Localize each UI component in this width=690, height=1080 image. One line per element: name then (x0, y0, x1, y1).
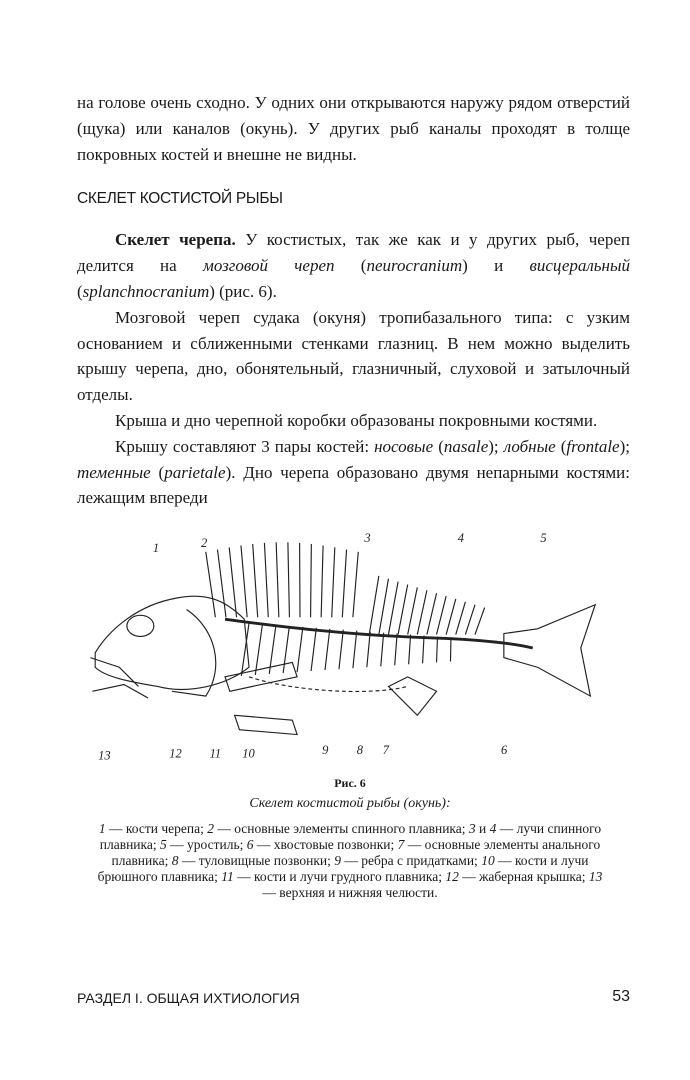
body-text (77, 227, 630, 511)
dorsal-spine (332, 548, 335, 618)
fish-skeleton-drawing (90, 542, 595, 734)
dorsal-spine (253, 544, 258, 617)
legend-text: — основные элементы анального плавника; (111, 837, 601, 869)
ribs (241, 623, 451, 676)
figure-label-11: 11 (209, 746, 222, 761)
dorsal-spine (288, 542, 290, 617)
dorsal-spine (218, 550, 226, 618)
dorsal-spine (353, 552, 358, 617)
dorsal-ray (379, 579, 389, 635)
legend-number: 8 (171, 853, 179, 869)
rib (311, 628, 316, 671)
legend-number: 13 (588, 869, 603, 885)
figure-subtitle: Скелет костистой рыбы (окунь): (249, 796, 451, 812)
legend-number: 4 (489, 821, 497, 837)
rib (409, 635, 411, 665)
paragraph-roof: Крыша и дно черепной коробки образованы покровными костями. (115, 410, 598, 430)
page-number: 53 (612, 988, 630, 1005)
pelvic-fin (235, 715, 298, 734)
legend-number: 12 (445, 869, 459, 885)
rib (297, 627, 303, 672)
figure-number: Рис. 6 (334, 776, 366, 791)
skull-outline (95, 596, 249, 689)
figure-label-9: 9 (322, 742, 329, 757)
legend-number: 6 (246, 837, 254, 853)
legend-number: 7 (397, 837, 405, 853)
figure-label-12: 12 (169, 746, 182, 761)
paragraph-bones: Крышу составляют 3 пары костей: носовые (nasale); лобные (frontale); теменные (parietale). Дно черепа образовано двумя непарными костями: лежащим впереди (77, 436, 630, 508)
page-column (77, 90, 630, 901)
dorsal-ray (427, 593, 437, 634)
rib (339, 630, 343, 669)
intro-text: на голове очень сходно. У одних они открываются наружу рядом отверстий (щука) или каналов (окунь). У других рыб каналы проходят в толще покровных костей и внешне не видны. (77, 93, 630, 164)
anal-fin (388, 677, 436, 715)
rib (325, 629, 330, 670)
dorsal-spine (321, 546, 323, 618)
figure-legend (90, 821, 610, 901)
legend-text: — лучи спинного плавника; (99, 821, 602, 853)
section-heading: СКЕЛЕТ КОСТИСТОЙ РЫБЫ (77, 190, 283, 208)
rib (395, 634, 397, 666)
legend-text: — основные элементы спинного плавника; (213, 821, 469, 837)
dorsal-ray (456, 602, 466, 635)
dorsal-ray (398, 585, 408, 635)
legend-text: — кости и лучи грудного плавника; (233, 869, 446, 885)
pectoral-fin (225, 663, 297, 692)
dorsal-ray (446, 599, 456, 635)
dorsal-ray (388, 582, 398, 635)
dorsal-ray (475, 608, 485, 635)
figure-label-10: 10 (242, 746, 255, 761)
figure-label-8: 8 (356, 742, 363, 757)
legend-text: — кости и лучи брюшного плавника; (97, 853, 589, 885)
intro-paragraph (77, 90, 630, 167)
rib (437, 637, 438, 663)
rib (367, 632, 370, 668)
caudal-fin (504, 605, 595, 696)
term-bold: Скелет черепа. (115, 230, 236, 250)
legend-number: 2 (207, 821, 214, 837)
legend-number: 10 (481, 853, 495, 869)
dorsal-ray (417, 590, 427, 634)
figure-label-5: 5 (540, 531, 547, 546)
belly-line (249, 677, 408, 692)
rib (423, 636, 424, 664)
running-footer-section: РАЗДЕЛ I. ОБЩАЯ ИХТИОЛОГИЯ (77, 990, 300, 1006)
rib (353, 631, 357, 669)
rib (255, 624, 262, 675)
legend-number: 11 (221, 869, 234, 885)
dorsal-ray (369, 576, 379, 635)
dorsal-ray (465, 605, 475, 635)
dorsal-spine (241, 546, 247, 618)
legend-number: 9 (334, 853, 341, 869)
paragraph-neurocranium: Мозговой череп судака (окуня) тропибазального типа: с узким основанием и сближенными стенками глазниц. В нем можно выделить крышу черепа, дно, обонятельный, глазничный, слуховой и затылочный отделы. (77, 307, 630, 405)
figure-label-4: 4 (457, 531, 464, 546)
dorsal-ray (437, 596, 447, 634)
figure-label-13: 13 (98, 748, 111, 763)
legend-number: 5 (160, 837, 167, 853)
figure-label-1: 1 (152, 541, 160, 556)
dorsal-spine (311, 544, 312, 617)
legend-text: — уростиль; (166, 837, 247, 853)
gill-cover (172, 610, 216, 697)
eye-socket (127, 615, 154, 636)
legend-text: — верхняя и нижняя челюсти. (262, 885, 438, 901)
paragraph-skull: Скелет черепа. У костистых, так же как и у других рыб, череп делится на мозговой череп (neurocranium) и висцеральный (splanchnocranium) (рис. 6). (77, 230, 630, 301)
dorsal-spine (264, 543, 268, 617)
legend-number: 3 (468, 821, 476, 837)
figure-label-2: 2 (200, 536, 208, 551)
figure-label-3: 3 (364, 531, 371, 546)
dorsal-fin-rays (206, 542, 485, 634)
figure-label-7: 7 (382, 742, 389, 757)
jaw (90, 658, 148, 698)
figure-label-6: 6 (500, 742, 508, 757)
legend-text: — туловищные позвонки; (178, 853, 335, 869)
dorsal-spine (342, 550, 346, 618)
legend-text: и (475, 821, 490, 837)
legend-number: 1 (98, 821, 106, 837)
rib (283, 626, 289, 673)
dorsal-spine (276, 542, 279, 617)
fish-skeleton-figure (70, 523, 630, 773)
legend-text: — хвостовые позвонки; (253, 837, 398, 853)
legend-text: — ребра с придатками; (340, 853, 482, 869)
legend-text: — кости черепа; (105, 821, 208, 837)
dorsal-ray (408, 588, 418, 635)
dorsal-spine (206, 552, 216, 617)
legend-text: — жаберная крышка; (458, 869, 589, 885)
rib (381, 633, 384, 667)
